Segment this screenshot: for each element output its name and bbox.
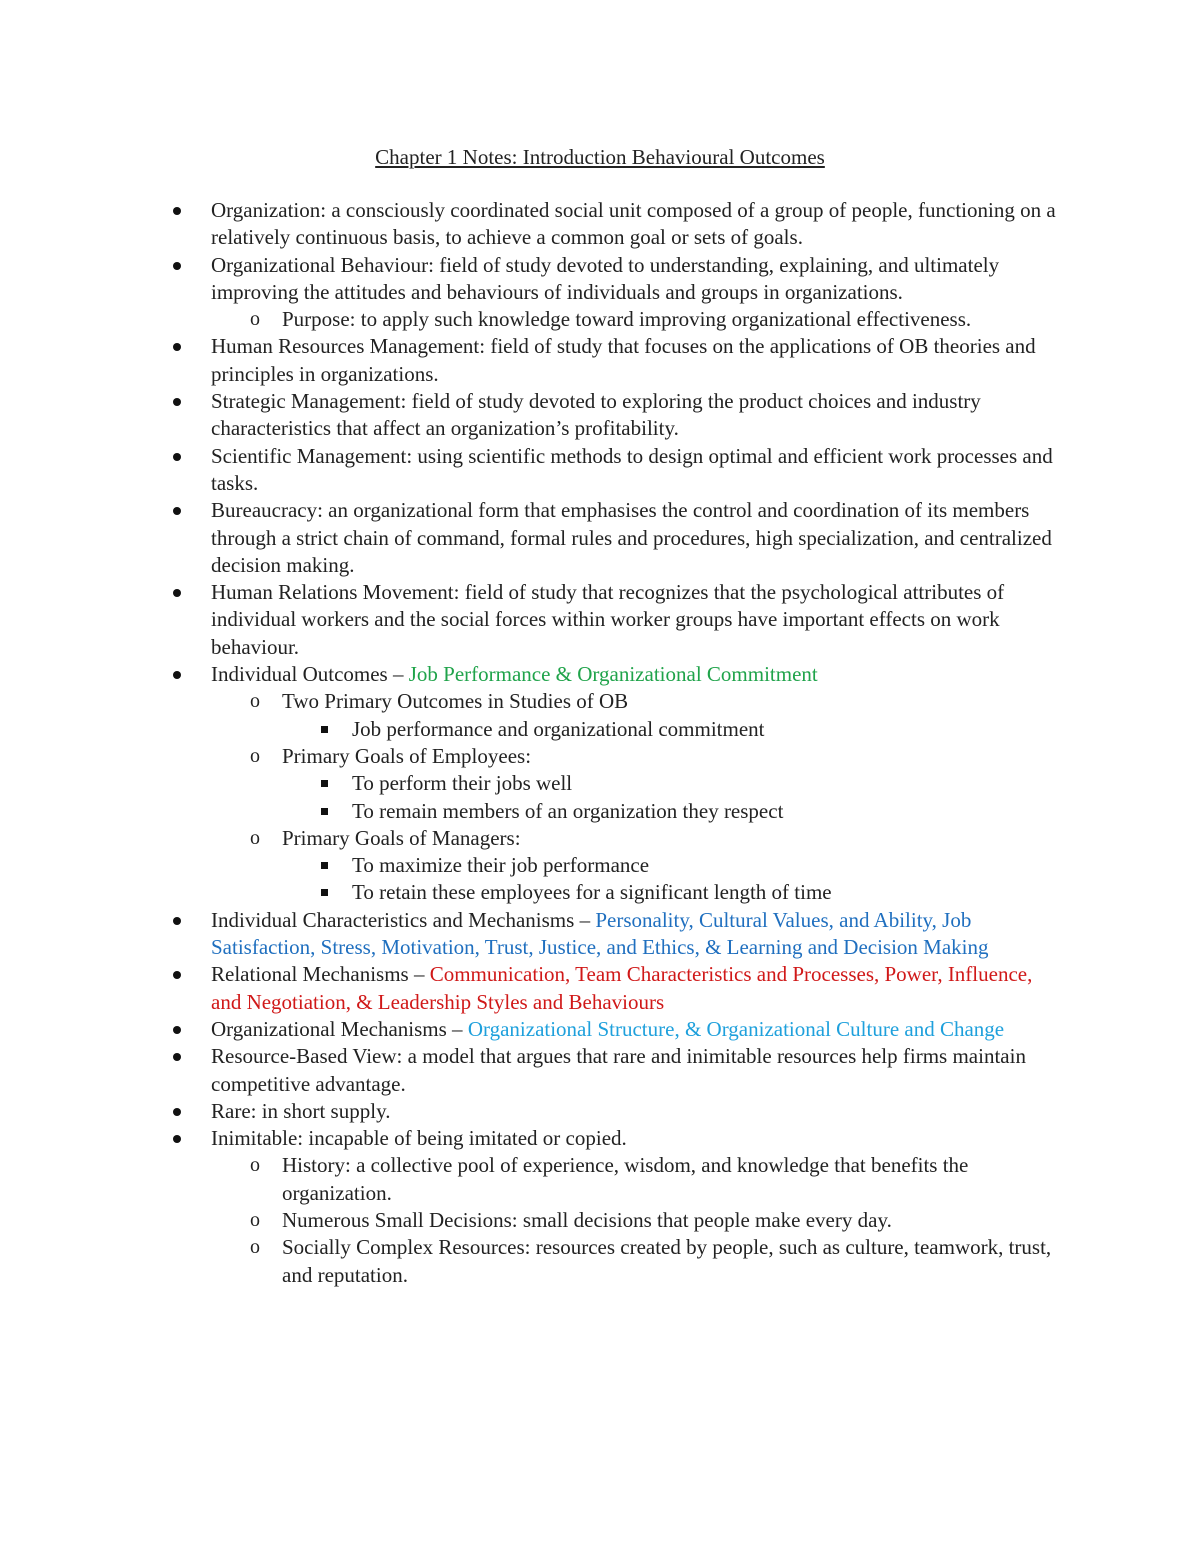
list-item — [211, 252, 1061, 307]
item-text: Human Relations Movement: field of study that recognizes that the psychological attributes of individual workers and the social forces within worker groups have important effects on work behaviour. — [211, 580, 1005, 659]
circle-bullet-icon: o — [250, 690, 260, 713]
sub-list-item — [250, 1152, 1072, 1207]
item-text: Primary Goals of Managers: — [282, 825, 521, 850]
bullet-icon — [171, 579, 183, 597]
square-bullet-icon — [319, 879, 329, 896]
sub-list-item — [250, 1207, 1072, 1234]
item-highlight: Communication, Team Characteristics and Processes, Power, Influence, and Negotiation, & Leadership Styles and Behaviours — [211, 962, 1033, 1014]
list-item — [211, 497, 1061, 579]
item-label: Relational Mechanisms – — [211, 962, 430, 987]
item-highlight: Job Performance & Organizational Commitment — [408, 662, 818, 687]
bullet-icon — [171, 907, 183, 925]
sub-list-item — [250, 688, 1072, 715]
item-text: Inimitable: incapable of being imitated or copied. — [211, 1126, 627, 1151]
item-text: Resource-Based View: a model that argues that rare and inimitable resources help firms maintain competitive advantage. — [211, 1044, 1026, 1096]
sub-sub-list-item — [352, 879, 1072, 906]
list-item — [211, 961, 1061, 1016]
list-item — [211, 661, 1061, 688]
circle-bullet-icon: o — [250, 1208, 260, 1231]
sub-sub-list-item — [352, 852, 1072, 879]
bullet-icon — [171, 1098, 183, 1116]
list-item — [211, 333, 1061, 388]
item-text: Bureaucracy: an organizational form that emphasises the control and coordination of its members through a strict chain of command, formal rules and procedures, high specialization, and centralized decision making. — [211, 498, 1052, 577]
list-item — [211, 388, 1061, 443]
sub-list-item — [250, 743, 1072, 770]
bullet-icon — [171, 197, 183, 215]
item-text: Numerous Small Decisions: small decisions that people make every day. — [282, 1207, 892, 1232]
sub-sub-list-item — [352, 798, 1072, 825]
list-item — [211, 1043, 1061, 1098]
item-text: To remain members of an organization they respect — [352, 798, 784, 823]
item-text: History: a collective pool of experience, wisdom, and knowledge that benefits the organization. — [282, 1153, 969, 1205]
item-text: Scientific Management: using scientific methods to design optimal and efficient work processes and tasks. — [211, 443, 1053, 495]
list-item — [211, 1016, 1061, 1043]
item-text: To maximize their job performance — [352, 853, 650, 878]
list-item — [211, 579, 1061, 661]
bullet-icon — [171, 443, 183, 461]
circle-bullet-icon: o — [250, 1236, 260, 1259]
item-text: Socially Complex Resources: resources created by people, such as culture, teamwork, trust, and reputation. — [282, 1235, 1052, 1287]
bullet-icon — [171, 252, 183, 270]
item-text: Organization: a consciously coordinated social unit composed of a group of people, functioning on a relatively continuous basis, to achieve a common goal or sets of goals. — [211, 198, 1056, 250]
item-label: Organizational Mechanisms – — [211, 1016, 468, 1041]
square-bullet-icon — [319, 798, 329, 815]
bullet-icon — [171, 961, 183, 979]
item-text: Primary Goals of Employees: — [282, 743, 532, 768]
sub-sub-list-item — [352, 716, 1072, 743]
square-bullet-icon — [319, 852, 329, 869]
list-item — [211, 443, 1061, 498]
circle-bullet-icon: o — [250, 308, 260, 331]
item-highlight: Personality, Cultural Values, and Ability, Job Satisfaction, Stress, Motivation, Trust, Justice, and Ethics, & Learning and Decision Making — [211, 907, 989, 960]
circle-bullet-icon: o — [250, 744, 260, 767]
bullet-icon — [171, 1016, 183, 1034]
circle-bullet-icon: o — [250, 1154, 260, 1177]
list-item — [211, 1098, 1061, 1125]
sub-sub-list-item — [352, 770, 1072, 797]
sub-list-item — [250, 1234, 1072, 1289]
item-text: Rare: in short supply. — [211, 1098, 391, 1123]
list-item — [211, 197, 1061, 252]
item-highlight: Organizational Structure, & Organizational Culture and Change — [467, 1016, 1005, 1041]
item-text: Organizational Behaviour: field of study devoted to understanding, explaining, and ultimately improving the attitudes and behaviours of individuals and groups in organizations. — [211, 252, 1000, 304]
circle-bullet-icon: o — [250, 826, 260, 849]
list-item — [211, 1125, 1061, 1152]
bullet-icon — [171, 1125, 183, 1143]
item-text: Two Primary Outcomes in Studies of OB — [282, 689, 629, 714]
item-text: To perform their jobs well — [352, 771, 573, 796]
page-title: Chapter 1 Notes: Introduction Behavioural Outcomes — [375, 145, 825, 169]
bullet-icon — [171, 388, 183, 406]
list-item — [211, 907, 1061, 962]
bullet-icon — [171, 497, 183, 515]
square-bullet-icon — [319, 716, 329, 733]
item-text: Human Resources Management: field of study that focuses on the applications of OB theories and principles in organizations. — [211, 334, 1036, 386]
bullet-icon — [171, 661, 183, 679]
item-label: Individual Outcomes – — [211, 662, 409, 687]
sub-list-item — [250, 306, 1072, 333]
square-bullet-icon — [319, 770, 329, 787]
notes-list — [0, 197, 1200, 1289]
bullet-icon — [171, 333, 183, 351]
item-text: Strategic Management: field of study devoted to exploring the product choices and industry characteristics that affect an organization’s profitability. — [211, 389, 981, 441]
bullet-icon — [171, 1043, 183, 1061]
item-text: To retain these employees for a significant length of time — [352, 880, 832, 905]
sub-list-item — [250, 825, 1072, 852]
item-text: Job performance and organizational commitment — [352, 716, 765, 741]
item-text: Purpose: to apply such knowledge toward improving organizational effectiveness. — [282, 307, 972, 332]
item-label: Individual Characteristics and Mechanisms – — [211, 907, 596, 932]
